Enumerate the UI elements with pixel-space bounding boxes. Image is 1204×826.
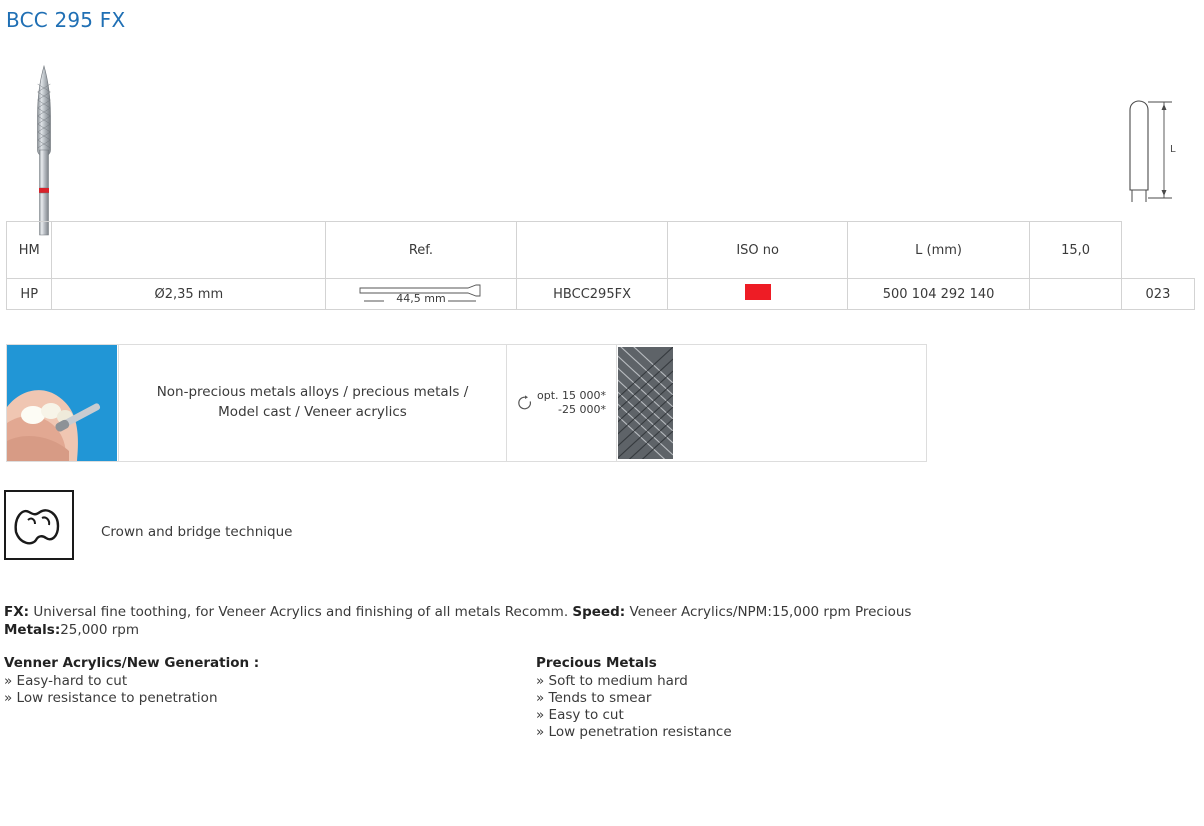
cell-length-value: 15,0 (1030, 222, 1122, 279)
list-item: » Low penetration resistance (536, 724, 732, 741)
description-tail: 25,000 rpm (60, 621, 140, 638)
cell-ref: HBCC295FX (516, 279, 668, 310)
list-item: » Easy to cut (536, 707, 624, 724)
application-band (6, 344, 927, 462)
cell-type-header: HM (7, 222, 52, 279)
shank-length-label: 44,5 mm (396, 292, 446, 305)
cell-iso: 500 104 292 140 (847, 279, 1029, 310)
spec-table (6, 221, 1195, 310)
product-illustration-area (0, 50, 1204, 220)
column-veneer-acrylics (4, 655, 524, 707)
cell-ref-header: Ref. (326, 222, 517, 279)
cell-iso-header: ISO no (668, 222, 847, 279)
description-body-2: Veneer Acrylics/NPM:15,000 rpm Precious (625, 604, 912, 620)
application-photo (7, 345, 117, 461)
column-right-heading: Precious Metals (536, 655, 657, 671)
column-left-heading: Venner Acrylics/New Generation : (4, 655, 260, 671)
table-header-row (7, 222, 1195, 279)
cell-length-header: L (mm) (847, 222, 1029, 279)
length-dimension-sketch (1120, 90, 1190, 220)
speed-line-2: -25 000* (558, 403, 606, 416)
recommended-speed (507, 345, 617, 461)
rotation-icon (517, 395, 533, 411)
color-code-chip (745, 284, 771, 300)
cell-color-chip (668, 279, 847, 310)
list-item: » Soft to medium hard (536, 673, 688, 689)
crown-bridge-icon (4, 490, 74, 560)
cell-color-header (516, 222, 668, 279)
toothing-texture (618, 347, 673, 459)
cell-length (1030, 279, 1122, 310)
description-paragraph (4, 604, 924, 640)
description-bold-tail: Metals: (4, 621, 61, 638)
list-item: » Tends to smear (536, 690, 652, 707)
cell-iso-size: 023 (1121, 279, 1194, 310)
cell-shank: HP (7, 279, 52, 310)
cell-shank-sketch (326, 279, 517, 310)
technique-label: Crown and bridge technique (101, 524, 293, 540)
table-data-row (7, 279, 1195, 310)
svg-text:L: L (1170, 144, 1176, 155)
page-title: BCC 295 FX (6, 8, 126, 32)
column-precious-metals (536, 655, 1056, 742)
cell-blank-header (52, 222, 326, 279)
description-prefix: FX: (4, 604, 30, 620)
description-body-1: Universal fine toothing, for Veneer Acrylics and finishing of all metals Recomm. (29, 604, 573, 620)
shank-length-sketch (356, 283, 486, 305)
cell-diameter: Ø2,35 mm (52, 279, 326, 310)
list-item: » Low resistance to penetration (4, 690, 218, 707)
description-speed-label: Speed: (572, 604, 626, 620)
speed-line-1: opt. 15 000* (536, 389, 606, 403)
bur-illustration (30, 58, 52, 238)
list-item: » Easy-hard to cut (4, 673, 128, 689)
application-materials: Non-precious metals alloys / precious metals / Model cast / Veneer acrylics (118, 345, 507, 461)
